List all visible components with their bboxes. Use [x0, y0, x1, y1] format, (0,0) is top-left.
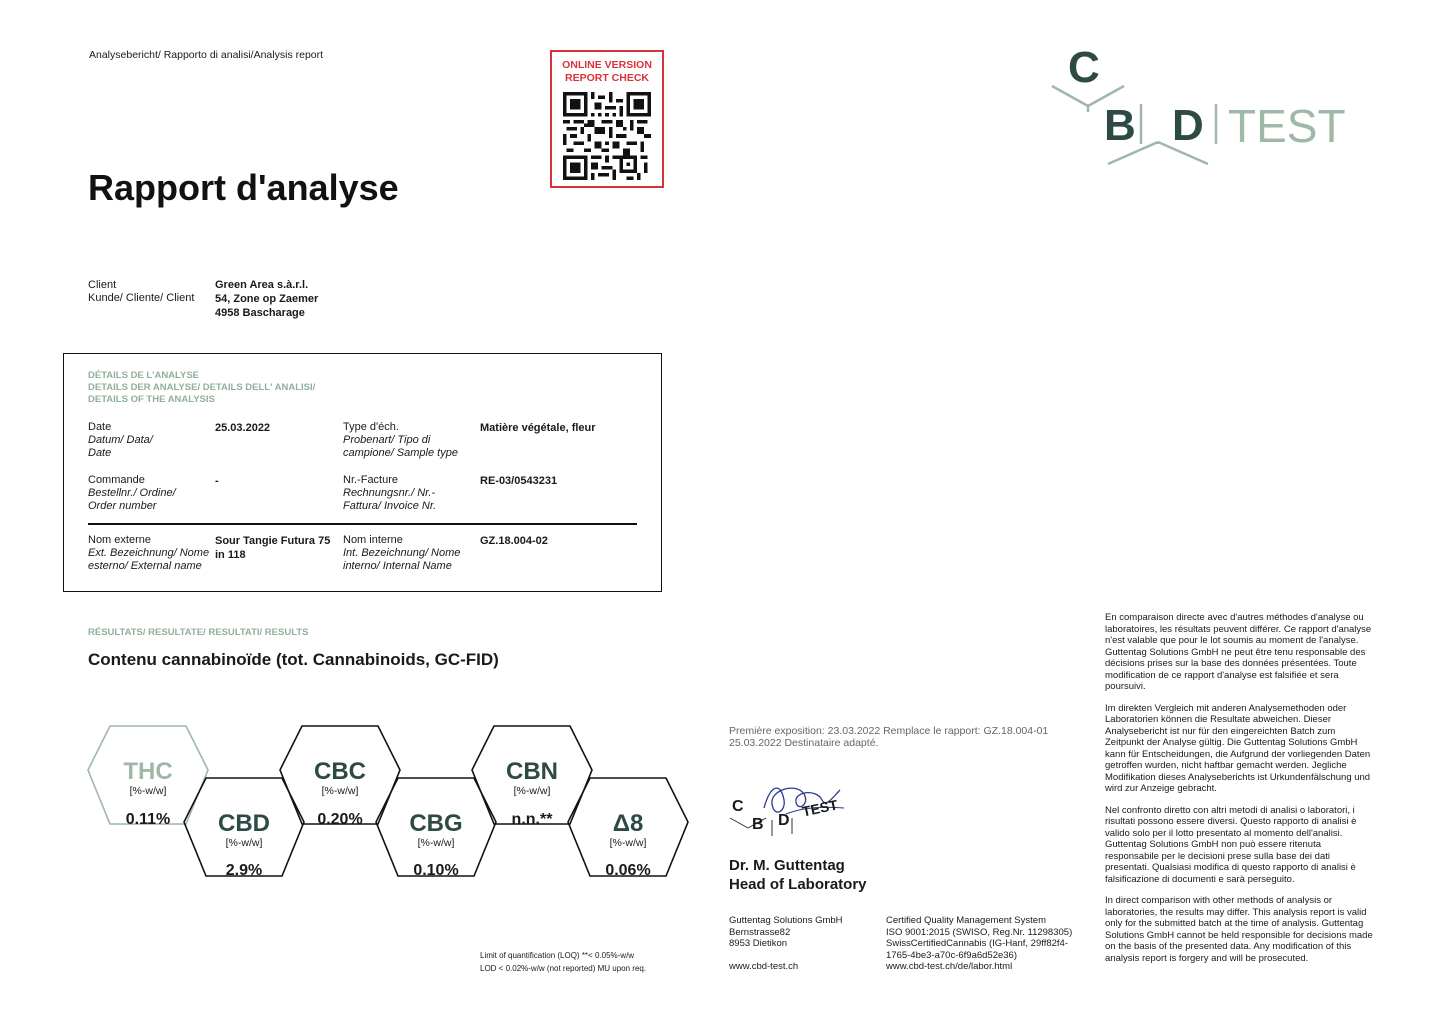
client-street: 54, Zone op Zaemer [215, 293, 319, 305]
order-sub1: Bestellnr./ Ordine/ [88, 487, 176, 499]
invoice-label: Nr.-Facture [343, 474, 399, 486]
client-city: 4958 Bascharage [215, 307, 305, 319]
logo-test: TEST [1228, 100, 1346, 152]
stamp-c: C [732, 798, 744, 815]
footer-certification [886, 915, 1072, 973]
internal-name-label: Nom interne [343, 534, 403, 546]
thc-name: THC [123, 758, 173, 785]
external-name-value1: Sour Tangie Futura 75 [215, 535, 331, 547]
cbg-value: 0.10% [413, 862, 459, 879]
details-divider [88, 523, 637, 525]
cbd-unit: [%-w/w] [225, 837, 263, 849]
cert-line4: 1765-4be3-a70c-6f9a6d52e36) [886, 949, 1017, 961]
date-sub1: Datum/ Data/ [88, 434, 153, 446]
order-value: - [215, 475, 219, 487]
cbg-name: CBG [409, 810, 463, 837]
qr-line2: REPORT CHECK [564, 72, 649, 84]
details-heading-de: DETAILS DER ANALYSE/ DETAILS DELL' ANALISI/ [88, 382, 316, 393]
order-label: Commande [88, 474, 145, 486]
cbn-name: CBN [506, 758, 558, 785]
results-title: Contenu cannabinoïde (tot. Cannabinoids, GC-FID) [88, 650, 499, 669]
cbc-name: CBC [314, 758, 366, 785]
footer-street: Bernstrasse82 [729, 926, 791, 938]
cbc-unit: [%-w/w] [321, 785, 359, 797]
thc-unit: [%-w/w] [129, 785, 167, 797]
external-name-sub2: esterno/ External name [88, 560, 202, 572]
cert-line1: Certified Quality Management System [886, 915, 1046, 926]
exposure-line2: 25.03.2022 Destinataire adapté. [729, 737, 879, 749]
qr-line1: ONLINE VERSION [562, 59, 652, 71]
sample-type-sub1: Probenart/ Tipo di [343, 434, 431, 446]
external-name-value2: in 118 [215, 549, 246, 561]
qr-report-check[interactable] [550, 50, 664, 188]
disclaimer [1105, 612, 1373, 974]
internal-name-sub1: Int. Bezeichnung/ Nome [343, 547, 461, 559]
details-heading-fr: DÉTAILS DE L'ANALYSE [88, 370, 199, 381]
external-name-label: Nom externe [88, 534, 151, 546]
logo-c: C [1068, 43, 1100, 92]
logo-d: D [1172, 101, 1204, 150]
cbd-value: 2.9% [225, 862, 263, 879]
internal-name-value: GZ.18.004-02 [480, 535, 548, 547]
disclaimer-it: Nel confronto diretto con altri metodi di analisi o laboratori, i risultati possono essere diversi. Questo rapporto di analisi è valido solo per il lotto presentato al momento dell'analisi. Guttentag Solutions GmbH non può essere ritenuta responsabile per le decisioni prese sulla base dei dati presentati. Qualsiasi modifica di questo rapporto di analisi è falsificazione di documenti e sarà perseguito. [1105, 804, 1357, 885]
cert-line2: ISO 9001:2015 (SWISO, Reg.Nr. 11298305) [886, 926, 1073, 938]
exposure-line1: Première exposition: 23.03.2022 Remplace le rapport: GZ.18.004-01 [729, 725, 1049, 737]
date-label: Date [88, 421, 112, 433]
footer-address [729, 915, 843, 973]
disclaimer-de: Im direkten Vergleich mit anderen Analysemethoden oder Laboratorien können die Resultate abweichen. Dieser Analysebericht ist nur für den eingereichten Batch zum Zeitpunkt der Analyse gültig. Die Guttentag Solutions GmbH kann für Entscheidungen, die Aufgrund der vorliegenden Daten getroffen wurden, nicht haftbar gemacht werden. Jegliche Modifikation dieses Analyseberichts ist Urkundenfälschung und wird zur Anzeige gebracht. [1105, 702, 1371, 794]
stamp-test: TEST [800, 796, 840, 820]
signature-scribble-icon [726, 778, 866, 848]
cbd-name: CBD [218, 810, 270, 837]
order-sub2: Order number [88, 500, 157, 512]
cert-link[interactable]: www.cbd-test.ch/de/labor.html [886, 961, 1013, 972]
client-label: Client [88, 279, 117, 291]
external-name-sub1: Ext. Bezeichnung/ Nome [88, 547, 210, 559]
qr-code-icon [563, 92, 651, 180]
delta8-name: Δ8 [612, 810, 644, 837]
thc-value: 0.11% [125, 811, 171, 828]
page-title: Rapport d'analyse [88, 167, 399, 208]
details-heading-en: DETAILS OF THE ANALYSIS [88, 394, 215, 405]
signatory-role: Head of Laboratory [729, 876, 867, 893]
invoice-sub1: Rechnungsnr./ Nr.- [343, 487, 436, 499]
sample-type-label: Type d'éch. [343, 421, 399, 433]
disclaimer-en: In direct comparison with other methods of analysis or laboratories, the results may differ. This analysis report is valid only for the submitted batch at the time of analysis. Guttentag Solutions GmbH cannot be held responsible for decisions made on the basis of the presented data. Any modification of this analysis report is forgery and will be prosecuted. [1105, 895, 1373, 964]
invoice-sub2: Fattura/ Invoice Nr. [343, 500, 437, 512]
stamp-d: D [778, 812, 790, 829]
delta8-value: 0.06% [605, 862, 651, 879]
report-type: Analysebericht/ Rapporto di analisi/Analysis report [89, 49, 324, 61]
sample-type-sub2: campione/ Sample type [343, 447, 458, 459]
delta8-unit: [%-w/w] [609, 837, 647, 849]
client-label-multi: Kunde/ Cliente/ Client [88, 292, 195, 304]
internal-name-sub2: interno/ Internal Name [343, 560, 452, 572]
signatory-name: Dr. M. Guttentag [729, 857, 845, 874]
logo-b: B [1104, 101, 1136, 150]
stamp-b: B [752, 816, 764, 833]
cbd-test-logo [1048, 44, 1368, 174]
date-value: 25.03.2022 [215, 422, 271, 434]
footer-company: Guttentag Solutions GmbH [729, 915, 843, 926]
invoice-value: RE-03/0543231 [480, 475, 558, 487]
cbn-value: n.n.** [511, 811, 553, 828]
footer-web-link[interactable]: www.cbd-test.ch [729, 961, 799, 972]
lod-footnote: LOD < 0.02%-w/w (not reported) MU upon req. [480, 964, 647, 973]
cert-line3: SwissCertifiedCannabis (IG-Hanf, 29ff82f4- [886, 938, 1068, 949]
cbc-value: 0.20% [317, 811, 363, 828]
cbn-unit: [%-w/w] [513, 785, 551, 797]
cbg-unit: [%-w/w] [417, 837, 455, 849]
footer-city: 8953 Dietikon [729, 938, 788, 949]
disclaimer-fr: En comparaison directe avec d'autres méthodes d'analyse ou laboratoires, les résultats peuvent différer. Ce rapport d'analyse n'est valable que pour le lot soumis au moment de l'analyse. Guttentag Solutions GmbH ne peut être tenu responsable des décisions prises sur la base des données présentées. Toute modification de ce rapport d'analyse est falsifiée et sera poursuivi. [1105, 612, 1372, 692]
date-sub2: Date [88, 447, 112, 459]
loq-footnote: Limit of quantification (LOQ) **< 0.05%-w/w [480, 951, 635, 960]
signature-stamp [726, 778, 866, 848]
results-heading: RÉSULTATS/ RESULTATE/ RESULTATI/ RESULTS [88, 627, 309, 638]
sample-type-value: Matière végétale, fleur [480, 422, 596, 434]
client-name: Green Area s.à.r.l. [215, 279, 309, 291]
